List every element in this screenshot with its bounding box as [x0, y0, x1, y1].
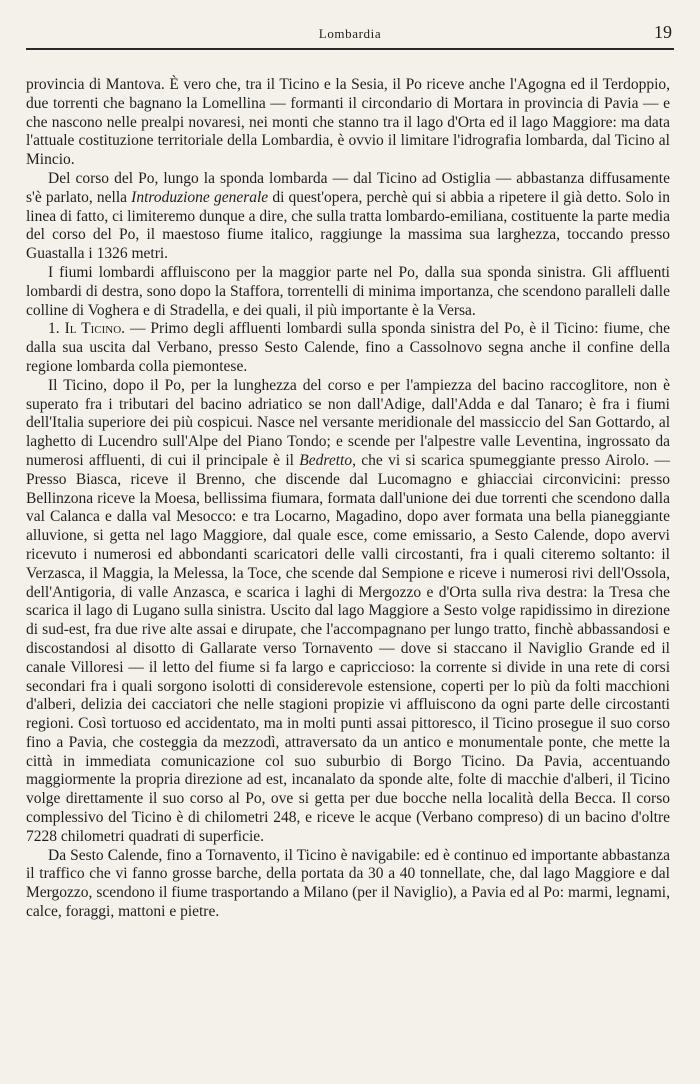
- paragraph: [26, 76, 670, 170]
- paragraph: [26, 264, 670, 320]
- text-run: , che vi si scarica spumeggiante presso Airolo. — Presso Biasca, riceve il Brenno, che discende dal Lucomagno e ghiacciai circonvicini: presso Bellinzona riceve la Moesa, bellissima fiumara, formata dall'unione dei due torrenti che scendono dalla val Calanca e dalla val Mesocco: e tra Locarno, Magadino, dopo aver formata una bella pianeggiante alluvione, si getta nel lago Maggiore, dal quale esce, come emissario, a Sesto Calende, dopo avervi ricevuto i numerosi ed abbondanti scaricatori delle valli circostanti, fra i quali citeremo soltanto: il Verzasca, il Maggia, la Melessa, la Toce, che scende dal Sempione e riceve i numerosi rivi dell'Ossola, dell'Antigoria, di valle Anzasca, e scarica i laghi di Mergozzo e d'Orta sulla riva destra: la Tresa che scarica il lago di Lugano sulla sinistra. Uscito dal lago Maggiore a Sesto volge rapidissimo in direzione di sud-est, fra due rive alte assai e dirupate, che l'accompagnano per lungo tratto, finchè abbassandosi e discostandosi al disotto di Gallarate verso Tornavento — dove si staccano il Naviglio Grande ed il canale Villoresi — il letto del fiume si fa largo e capriccioso: la corrente si divide in una rete di corsi secondari fra i quali sorgono isolotti di considerevole estensione, coperti per lo più da folti macchioni d'alberi, delizia dei cacciatori che nelle stagioni propizie vi affluiscono da ogni parte delle circostanti regioni. Così tortuoso ed accidentato, ma in molti punti assai pittoresco, il Ticino prosegue il suo corso fino a Pavia, che costeggia da mezzodì, attraversato da un antico e monumentale ponte, che mette la città in immediata comunicazione col suo suburbio di Borgo Ticino. Da Pavia, accentuando maggiormente la propria direzione ad est, incanalato da sponde alte, folte di macchie d'alberi, il Ticino volge direttamente il suo corso al Po, ove si getta per due bocche nella località della Becca. Il corso complessivo del Ticino è di chilometri 248, e riceve le acque (Verbano compreso) di un bacino d'oltre 7228 chilometri quadrati di superficie.: [26, 451, 670, 845]
- body-text: [26, 76, 670, 922]
- italic-term: Bedretto: [299, 451, 353, 469]
- text-run: Del corso del Po, lungo la sponda lombarda — dal Ticino ad Ostiglia — abbastanza diffusamente s'è parlato, nella: [26, 169, 670, 206]
- page-number: 19: [654, 22, 672, 42]
- text-run: Da Sesto Calende, fino a Tornavento, il Ticino è navigabile: ed è continuo ed importante abbastanza il traffico che vi fanno grosse barche, della portata da 30 a 40 tonnellate, che, dal lago Maggiore e dal Mergozzo, scendono il fiume trasportando a Milano (per il Naviglio), a Pavia ed al Po: marmi, legnami, calce, foraggi, mattoni e pietre.: [26, 846, 670, 921]
- text-run: — Primo degli affluenti lombardi sulla sponda sinistra del Po, è il Ticino: fiume, che dalla sua uscita dal Verbano, presso Sesto Calende, fino a Cassolnovo segna anche il confine della regione lombarda colla piemontese.: [26, 320, 670, 375]
- section-heading: Il Ticino.: [64, 320, 126, 338]
- paragraph: [26, 847, 670, 922]
- paragraph: [26, 377, 670, 847]
- running-header: [26, 22, 674, 50]
- italic-term: Introduzione generale: [131, 188, 269, 206]
- text-run: Il Ticino, dopo il Po, per la lunghezza del corso e per l'ampiezza del bacino raccoglitore, non è superato fra i tributari del bacino adriatico se non dall'Adige, dall'Adda e dal Tanaro; è fra i fiumi dell'Italia superiore dei più cospicui. Nasce nel versante meridionale del massiccio del San Gottardo, al laghetto di Lucendro sull'Alpe del Piano Tondo; e scende per l'alpestre valle Leventina, ingrossato da numerosi affluenti, di cui il principale è il: [26, 376, 670, 469]
- text-run: 1.: [48, 320, 65, 338]
- text-run: provincia di Mantova. È vero che, tra il Ticino e la Sesia, il Po riceve anche l'Agogna ed il Terdoppio, due torrenti che bagnano la Lomellina — formanti il circondario di Mortara in provincia di Pavia — e che nascono nelle prealpi novaresi, nei monti che stanno tra il lago d'Orta ed il lago Maggiore: ma data l'attuale costituzione territoriale della Lombardia, è ovvio il limitare l'idrografia lombarda, dal Ticino al Mincio.: [26, 76, 670, 169]
- running-title: Lombardia: [318, 26, 382, 41]
- text-run: di quest'opera, perchè qui si abbia a ripetere il già detto. Solo in linea di fatto, ci limiteremo dunque a dire, che sulla tratta lombardo-emiliana, costituente la parte media del corso del Po, il maestoso fiume italico, raggiunge la massima sua larghezza, toccando presso Guastalla i 1326 metri.: [26, 188, 670, 263]
- text-run: I fiumi lombardi affluiscono per la maggior parte nel Po, dalla sua sponda sinistra. Gli affluenti lombardi di destra, sono dopo la Staffora, torrentelli di minima importanza, che scendono paralleli dalle colline di Voghera e di Stradella, e dei quali, il più importante è la Versa.: [26, 263, 670, 319]
- paragraph: [26, 170, 670, 264]
- paragraph: [26, 320, 670, 376]
